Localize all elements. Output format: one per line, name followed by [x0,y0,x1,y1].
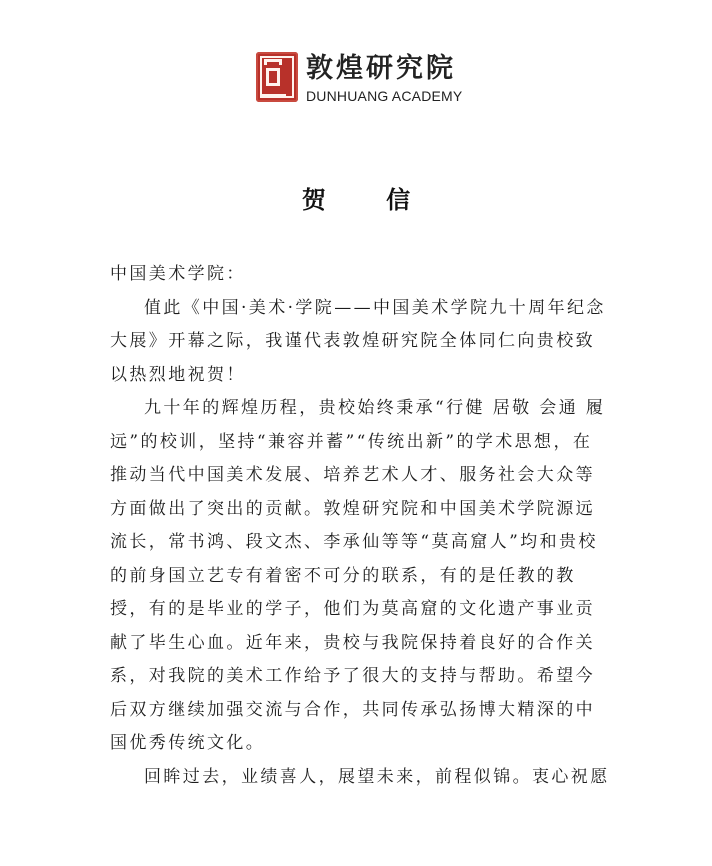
letter-title: 贺 信 [301,186,437,214]
seal-logo-icon [256,52,298,102]
letter-body [110,258,610,794]
paragraph: 回眸过去，业绩喜人，展望未来，前程似锦。衷心祝愿 [144,766,610,787]
paragraph: 值此《中国·美术·学院——中国美术学院九十周年纪念大展》开幕之际，我谨代表敦煌研究院全体同仁向贵校致以热烈地祝贺！ [110,297,606,385]
academy-name-english: DUNHUANG ACADEMY [306,88,463,104]
academy-name-chinese: 敦煌研究院 [306,53,456,84]
salutation: 中国美术学院： [110,264,246,284]
paragraph: 九十年的辉煌历程，贵校始终秉承“行健 居敬 会通 履远”的校训，坚持“兼容并蓄”“传统出新”的学术思想，在推动当代中国美术发展、培养艺术人才、服务社会大众等方面做出了突出的贡献。敦煌研究院和中国美术学院源远流长，常书鸿、段文杰、李承仙等等“莫高窟人”均和贵校的前身国立艺专有着密不可分的联系，有的是任教的教授，有的是毕业的学子，他们为莫高窟的文化遗产事业贡献了毕生心血。近年来，贵校与我院保持着良好的合作关系，对我院的美术工作给予了很大的支持与帮助。希望今后双方继续加强交流与合作，共同传承弘扬博大精深的中国优秀传统文化。 [110,398,606,753]
letterhead-logo [256,52,466,112]
